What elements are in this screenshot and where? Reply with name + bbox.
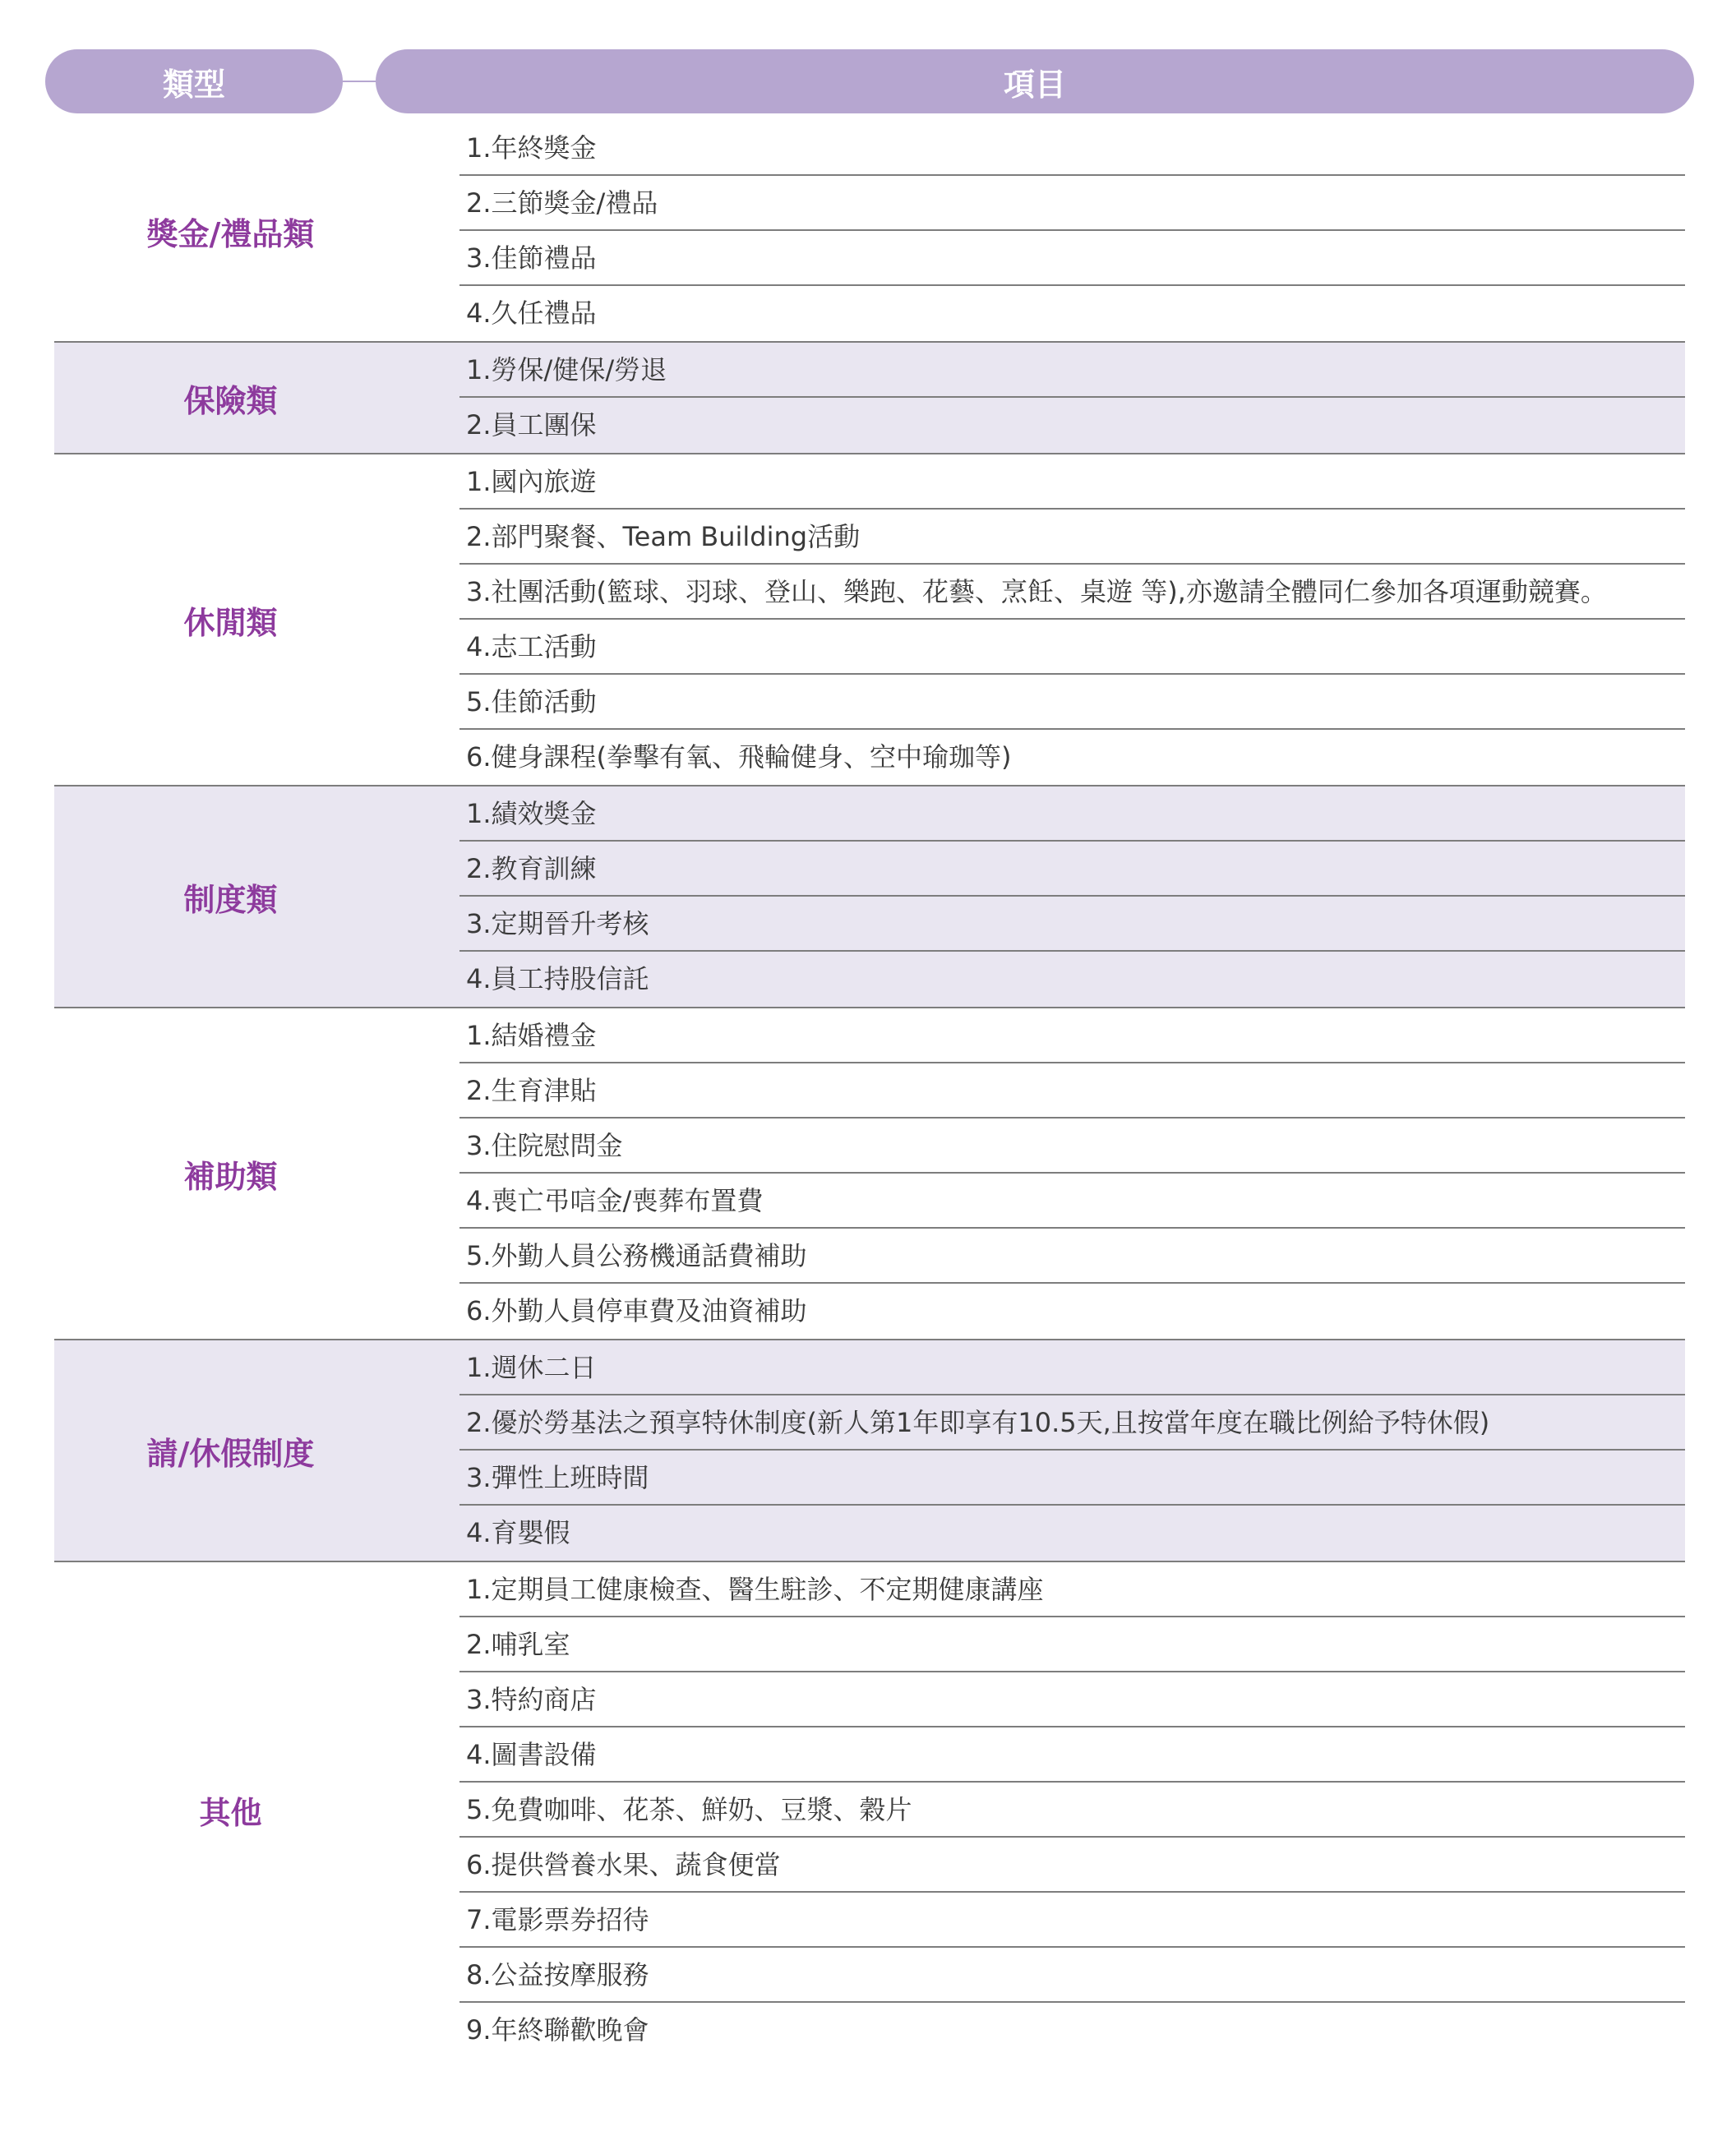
benefit-item: 1.結婚禮金: [459, 1008, 1685, 1063]
benefit-item: 3.社團活動(籃球、羽球、登山、樂跑、花藝、烹飪、桌遊 等),亦邀請全體同仁參加各項運動競賽。: [459, 565, 1685, 620]
benefit-item: 1.週休二日: [459, 1340, 1685, 1395]
benefit-item: 4.育嬰假: [466, 1517, 570, 1548]
category-group-bonus-gift: [54, 121, 1685, 343]
benefit-item: 4.圖書設備: [459, 1727, 1685, 1783]
item-list: [459, 786, 1685, 1007]
category-label: 補助類: [183, 1158, 278, 1195]
benefits-table: [54, 121, 1685, 2058]
benefit-item: 5.外勤人員公務機通話費補助: [459, 1229, 1685, 1284]
benefit-item: 4.員工持股信託: [466, 963, 649, 994]
benefit-item: 5.免費咖啡、花茶、鮮奶、豆漿、穀片: [459, 1783, 1685, 1838]
header-connector: [343, 81, 376, 82]
item-list: [459, 1340, 1685, 1561]
benefit-item: 6.健身課程(拳擊有氧、飛輪健身、空中瑜珈等): [466, 741, 1012, 773]
category-group-leave: [54, 1340, 1685, 1562]
benefit-item: 1.勞保/健保/勞退: [459, 343, 1685, 398]
benefit-item: 3.佳節禮品: [459, 231, 1685, 286]
category-label: 請/休假制度: [146, 1435, 315, 1472]
benefit-item: 3.住院慰問金: [459, 1119, 1685, 1174]
category-group-insurance: [54, 343, 1685, 454]
benefit-item: 2.優於勞基法之預享特休制度(新人第1年即享有10.5天,且按當年度在職比例給予特休假): [459, 1395, 1685, 1451]
benefit-item: 4.久任禮品: [466, 298, 597, 329]
benefit-item: 2.員工團保: [466, 409, 597, 440]
benefit-item: 2.哺乳室: [459, 1617, 1685, 1672]
category-group-subsidy: [54, 1008, 1685, 1340]
benefit-item: 1.績效獎金: [459, 786, 1685, 842]
benefit-item: 1.年終獎金: [459, 121, 1685, 176]
benefit-item: 6.提供營養水果、蔬食便當: [459, 1838, 1685, 1893]
item-list: [459, 1008, 1685, 1339]
benefit-item: 9.年終聯歡晚會: [466, 2014, 649, 2046]
category-label: 保險類: [183, 382, 278, 419]
category-label: 休閒類: [183, 604, 278, 641]
item-list: [459, 454, 1685, 785]
category-group-other: [54, 1562, 1685, 2058]
benefit-item: 2.三節獎金/禮品: [459, 176, 1685, 231]
benefit-item: 3.彈性上班時間: [459, 1451, 1685, 1506]
benefit-item: 3.特約商店: [459, 1672, 1685, 1727]
benefit-item: 3.定期晉升考核: [459, 897, 1685, 952]
category-group-leisure: [54, 454, 1685, 786]
benefit-item: 1.定期員工健康檢查、醫生駐診、不定期健康講座: [459, 1562, 1685, 1617]
benefit-item: 5.佳節活動: [459, 675, 1685, 730]
benefit-item: 8.公益按摩服務: [459, 1948, 1685, 2003]
benefit-item: 2.部門聚餐、Team Building活動: [459, 510, 1685, 565]
category-label: 獎金/禮品類: [146, 215, 315, 252]
benefit-item: 6.外勤人員停車費及油資補助: [466, 1295, 807, 1326]
item-list: [459, 1562, 1685, 2058]
item-list: [459, 121, 1685, 341]
table-header: [45, 49, 1694, 113]
category-label: 制度類: [183, 881, 278, 918]
category-group-system: [54, 786, 1685, 1008]
benefit-item: 4.喪亡弔唁金/喪葬布置費: [459, 1174, 1685, 1229]
benefit-item: 7.電影票券招待: [459, 1893, 1685, 1948]
item-column-header: 項目: [376, 49, 1694, 113]
benefit-item: 1.國內旅遊: [459, 454, 1685, 510]
category-label: 其他: [199, 1795, 262, 1831]
benefit-item: 4.志工活動: [459, 620, 1685, 675]
type-column-header: 類型: [45, 49, 343, 113]
item-list: [459, 343, 1685, 453]
benefit-item: 2.教育訓練: [459, 842, 1685, 897]
benefit-item: 2.生育津貼: [459, 1063, 1685, 1119]
